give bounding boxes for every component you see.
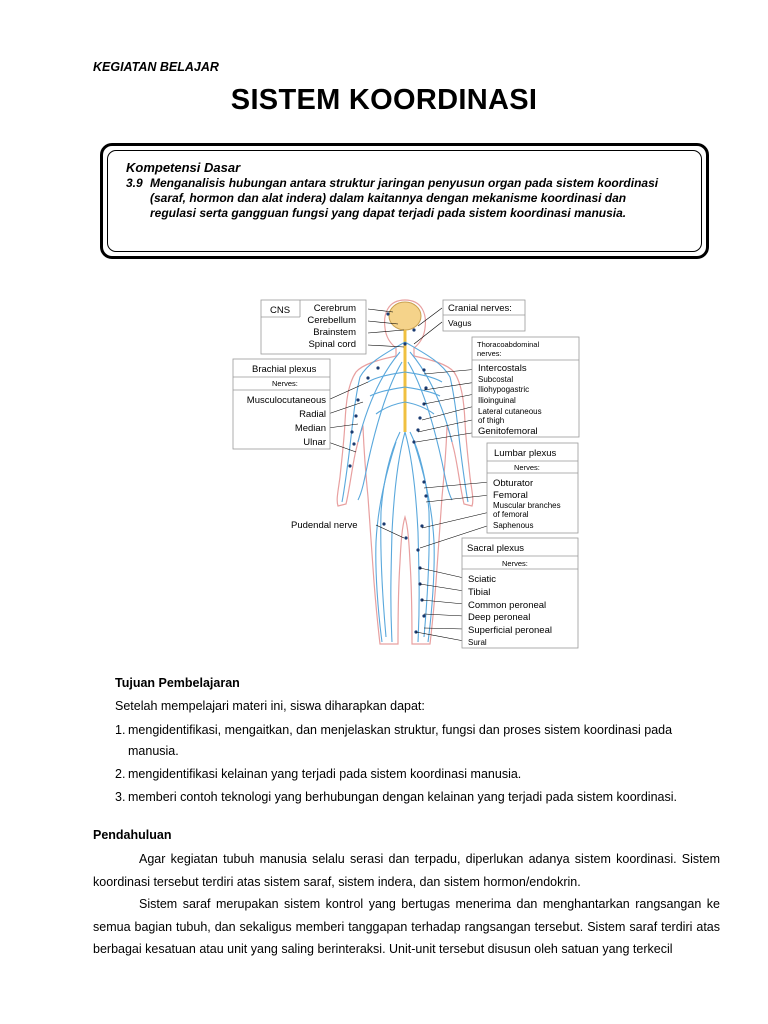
list-item-text: mengidentifikasi, mengaitkan, dan menjelaskan struktur, fungsi dan proses sistem koordinasi pada xyxy=(128,723,673,737)
thoraco-item: Subcostal xyxy=(478,375,514,384)
cranial-title: Cranial nerves: xyxy=(448,303,512,314)
brachial-item: Median xyxy=(294,423,326,434)
lumbar-plexus-group xyxy=(487,443,578,533)
lumbar-item: Muscular branches xyxy=(493,501,561,510)
cns-item: Spinal cord xyxy=(308,339,356,350)
objectives-title: Tujuan Pembelajaran xyxy=(115,676,240,690)
objectives-list xyxy=(115,720,695,808)
lumbar-item: Femoral xyxy=(493,490,528,501)
competency-text xyxy=(150,176,680,221)
introduction-paragraph: Agar kegiatan tubuh manusia selalu serasi dan terpadu, diperlukan adanya sistem koordinasi. Sistem koordinasi tersebut terdiri atas sistem saraf, sistem indera, dan sistem hormon/endokrin. xyxy=(93,852,720,889)
competency-line-3: regulasi serta gangguan fungsi yang dapat terjadi pada sistem koordinasi manusia. xyxy=(150,206,627,220)
thoraco-title: Thoracoabdominal xyxy=(477,340,540,349)
thoraco-title: nerves: xyxy=(477,349,502,358)
nerve-network xyxy=(342,342,468,642)
thoracoabdominal-group xyxy=(472,337,579,437)
cns-item: Cerebellum xyxy=(307,315,356,326)
sacral-item: Deep peroneal xyxy=(468,612,531,623)
cns-label-group xyxy=(261,300,366,354)
introduction-paragraph: Sistem saraf merupakan sistem kontrol yang bertugas menerima dan menghantarkan rangsangan ke semua bagian tubuh, dan sekaligus memberi tanggapan terhadap rangsangan tersebut. Sistem saraf terdiri atas berbagai kesatuan atau unit yang saling berinteraksi. Unit-unit tersebut disusun oleh satuan yang terkecil xyxy=(93,897,720,956)
thoraco-item: of thigh xyxy=(478,416,505,425)
introduction-section xyxy=(93,828,720,961)
list-item-number: 3. xyxy=(115,790,126,804)
cns-item: Cerebrum xyxy=(313,303,356,314)
competency-box xyxy=(100,143,709,259)
cns-label: CNS xyxy=(270,305,291,316)
competency-number: 3.9 xyxy=(126,176,143,190)
lumbar-subtitle: Nerves: xyxy=(514,463,540,472)
cns-item: Brainstem xyxy=(313,327,356,338)
sacral-item: Sciatic xyxy=(468,574,496,585)
thoraco-item: Genitofemoral xyxy=(478,426,538,437)
page-title: SISTEM KOORDINASI xyxy=(230,84,538,116)
cranial-item: Vagus xyxy=(448,318,472,328)
sacral-item: Sural xyxy=(468,638,487,647)
brachial-plexus-group xyxy=(233,359,330,449)
objectives-intro: Setelah mempelajari materi ini, siswa diharapkan dapat: xyxy=(115,699,425,713)
lumbar-item: Obturator xyxy=(493,478,534,489)
thoraco-item: Iliohypogastric xyxy=(478,385,530,394)
competency-line-2: (saraf, hormon dan alat indera) dalam kaitannya dengan mekanisme koordinasi dan xyxy=(150,191,627,205)
activity-label: KEGIATAN BELAJAR xyxy=(93,60,219,74)
sacral-subtitle: Nerves: xyxy=(502,559,528,568)
list-item xyxy=(115,787,695,808)
learning-objectives xyxy=(115,676,695,810)
sacral-item: Superficial peroneal xyxy=(468,625,552,636)
list-item-text: manusia. xyxy=(128,744,179,758)
list-item-text: memberi contoh teknologi yang berhubungan dengan kelainan yang terjadi pada sistem koordinasi. xyxy=(128,790,677,804)
lumbar-item: Saphenous xyxy=(493,521,534,530)
nervous-system-diagram xyxy=(228,292,582,664)
sacral-title: Sacral plexus xyxy=(467,543,525,554)
thoraco-item: Lateral cutaneous xyxy=(478,407,542,416)
brachial-item: Musculocutaneous xyxy=(246,395,326,406)
thoraco-item: Intercostals xyxy=(478,363,527,374)
sacral-item: Common peroneal xyxy=(468,600,547,611)
introduction-title: Pendahuluan xyxy=(93,828,172,842)
cranial-nerves-group xyxy=(443,300,525,331)
competency-heading: Kompetensi Dasar xyxy=(126,160,241,175)
brain-shape xyxy=(389,302,421,330)
list-item-text: mengidentifikasi kelainan yang terjadi pada sistem koordinasi manusia. xyxy=(128,767,522,781)
lumbar-item: of femoral xyxy=(493,510,529,519)
pudendal-label: Pudendal nerve xyxy=(291,520,358,531)
sacral-plexus-group xyxy=(462,538,578,648)
nerve-markers xyxy=(348,312,427,633)
thoraco-item: Ilioinguinal xyxy=(478,396,516,405)
sacral-item: Tibial xyxy=(468,587,491,598)
brachial-title: Brachial plexus xyxy=(252,364,317,375)
list-item xyxy=(115,764,695,785)
brachial-subtitle: Nerves: xyxy=(272,379,298,388)
list-item xyxy=(115,720,695,762)
list-item-number: 2. xyxy=(115,767,126,781)
list-item-number: 1. xyxy=(115,723,126,737)
lumbar-title: Lumbar plexus xyxy=(494,448,557,459)
brachial-item: Ulnar xyxy=(303,437,326,448)
brachial-item: Radial xyxy=(299,409,326,420)
competency-line-1: Menganalisis hubungan antara struktur jaringan penyusun organ pada sistem koordinasi xyxy=(150,176,659,190)
